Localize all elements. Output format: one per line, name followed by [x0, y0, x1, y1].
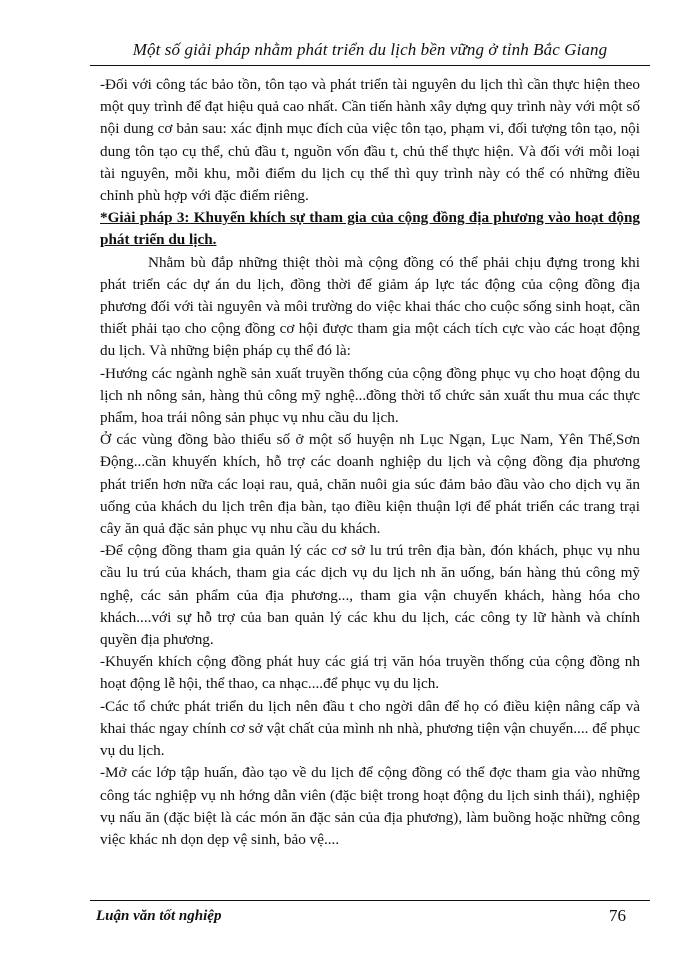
document-body [100, 74, 640, 851]
header-rule [90, 65, 650, 66]
page-number: 76 [609, 906, 626, 925]
paragraph-cultural-values: -Khuyến khích cộng đồng phát huy các giá trị văn hóa truyền thống của cộng đồng nh hoạt động lễ hội, thể thao, ca nhạc....để phục vụ du lịch. [100, 653, 640, 693]
paragraph-investment: -Các tổ chức phát triển du lịch nên đầu t cho ngời dân để họ có điều kiện nâng cấp và khai thác ngay chính cơ sở vật chất của mình nh nhà, phương tiện vận chuyển.... để phục vụ du lịch. [100, 697, 640, 760]
paragraph-training: -Mở các lớp tập huấn, đào tạo về du lịch để cộng đồng có thể đợc tham gia vào những công tác nghiệp vụ nh hớng dẫn viên (đặc biệt trong hoạt động du lịch sinh thái), nghiệp vụ nấu ăn (đặc biệt là các món ăn đặc sản của địa phương), làm buồng hoặc những công việc khác nh dọn dẹp vệ sinh, bảo vệ.... [100, 764, 640, 848]
page-header [90, 40, 650, 66]
page-footer [90, 900, 650, 930]
paragraph-intro: Nhằm bù đắp những thiệt thòi mà cộng đồng có thể phải chịu đựng trong khi phát triển các dự án du lịch, đồng thời để giảm áp lực tác động của cộng đồng địa phương đối với tài nguyên và môi trường do việc khai thác cho cuộc sống sinh hoạt, cần thiết phải tạo cho cộng đồng cơ hội được tham gia một cách tích cực vào các hoạt động du lịch. Và những biện pháp cụ thể đó là: [100, 253, 640, 360]
footer-label: Luận văn tốt nghiệp [96, 908, 222, 924]
footer-rule [90, 900, 650, 901]
paragraph-ethnic-areas: Ở các vùng đồng bào thiểu số ở một số huyện nh Lục Ngạn, Lục Nam, Yên Thế,Sơn Động...cần khuyến khích, hỗ trợ các doanh nghiệp du lịch và cộng đồng địa phương phát triển hơn nữa các loại rau, quả, chăn nuôi gia súc đảm bảo đầu vào cho dịch vụ ăn uống của khách du lịch trên địa bàn, tạo điều kiện thuận lợi để phát triển các trang trại cây ăn quả đặc sản phục vụ nhu cầu du khách. [100, 431, 640, 538]
section-heading-solution-3: *Giải pháp 3: Khuyến khích sự tham gia của cộng đồng địa phương vào hoạt động phát triển du lịch. [100, 209, 640, 249]
header-title: Một số giải pháp nhằm phát triển du lịch bền vững ở tỉnh Bắc Giang [132, 40, 608, 59]
paragraph-accommodation: -Để cộng đồng tham gia quản lý các cơ sở lu trú trên địa bàn, đón khách, phục vụ nhu cầu lu trú của khách, tham gia các dịch vụ du lịch nh ăn uống, bán hàng thủ công mỹ nghệ, các sản phẩm của địa phương..., tham gia vận chuyển khách, hàng hóa cho khách....với sự hỗ trợ của ban quản lý các khu du lịch, các công ty lữ hành và chính quyền địa phương. [100, 542, 640, 649]
paragraph-conservation: -Đối với công tác bảo tồn, tôn tạo và phát triển tài nguyên du lịch thì cần thực hiện theo một quy trình để đạt hiệu quả cao nhất. Cần tiến hành xây dựng quy trình này với một số nội dung cơ bản sau: xác định mục đích của việc tôn tạo, phạm vi, đối tượng tôn tạo, nội dung tôn tạo cụ thể, chủ đầu t, nguồn vốn đầu t, chủ thể thực hiện. Và đối với mỗi loại tài nguyên, mỗi khu, mỗi điểm du lịch cụ thể thì quy trình này có thể có những điều chỉnh phù hợp với đặc điểm riêng. [100, 76, 640, 205]
paragraph-traditional-crafts: -Hướng các ngành nghề sản xuất truyền thống của cộng đồng phục vụ cho hoạt động du lịch nh nông sản, hàng thủ công mỹ nghệ...đồng thời tổ chức sản xuất thu mua các thực phẩm, hoa trái nông sản phục vụ nhu cầu du lịch. [100, 364, 640, 427]
